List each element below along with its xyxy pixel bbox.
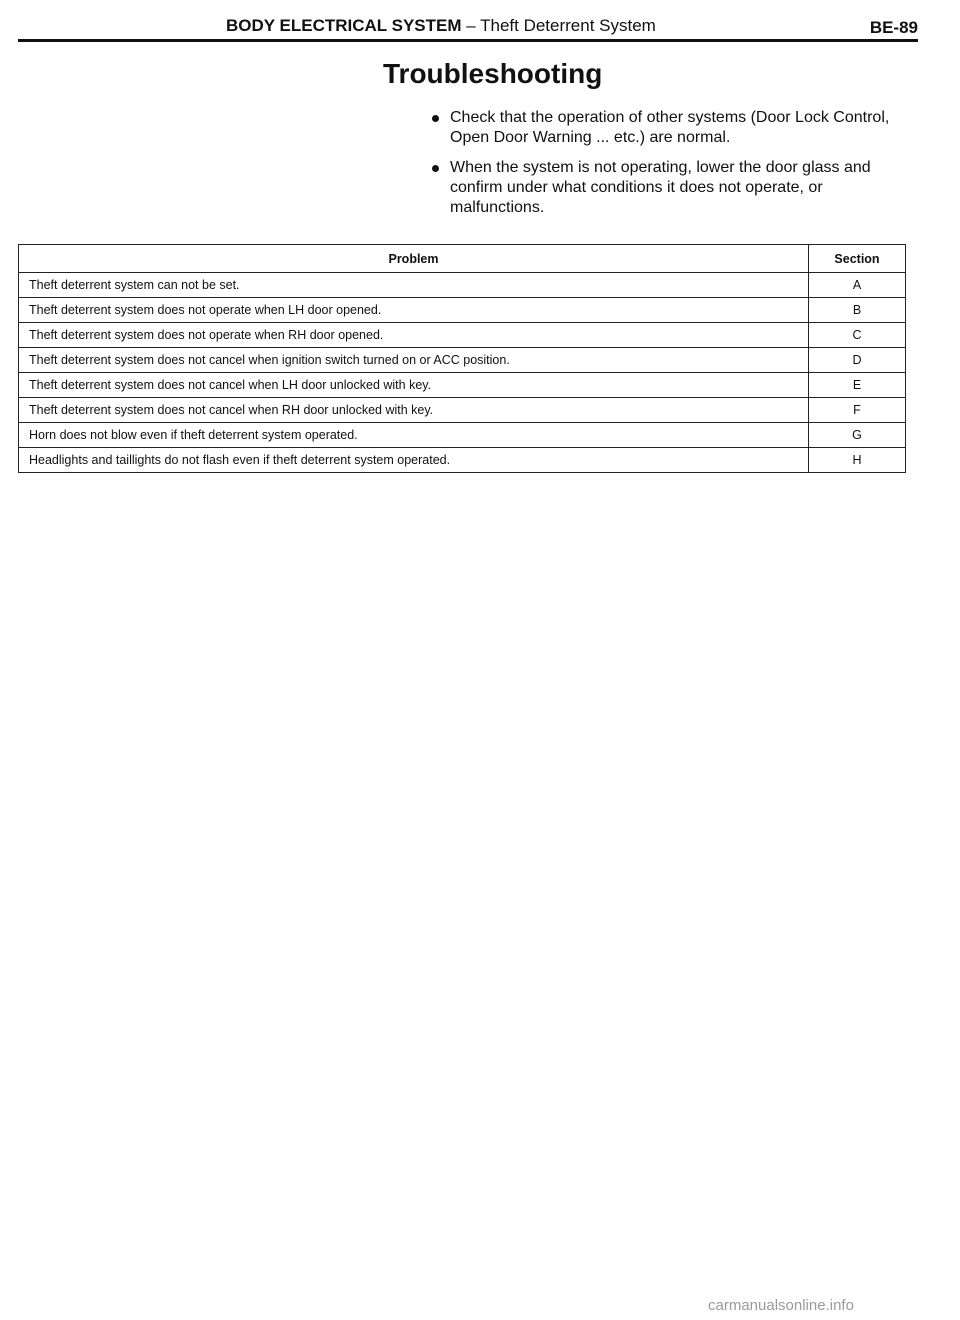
section-cell: C: [809, 323, 906, 348]
table-row: [19, 348, 906, 373]
table-row: [19, 373, 906, 398]
problem-cell: Theft deterrent system does not operate when RH door opened.: [19, 323, 809, 348]
section-title: Troubleshooting: [383, 58, 603, 89]
section-cell: A: [809, 273, 906, 298]
problem-cell: Headlights and taillights do not flash even if theft deterrent system operated.: [19, 448, 809, 473]
problem-cell: Theft deterrent system can not be set.: [19, 273, 809, 298]
section-cell: B: [809, 298, 906, 323]
problem-cell: Theft deterrent system does not cancel when LH door unlocked with key.: [19, 373, 809, 398]
table-row: [19, 423, 906, 448]
instruction-item: When the system is not operating, lower the door glass and confirm under what conditions it does not operate, or malfunctions.: [430, 158, 912, 218]
instruction-list: [430, 108, 912, 228]
page-header: [18, 14, 918, 42]
table-row: [19, 448, 906, 473]
table-header-row: [19, 245, 906, 273]
page-number: BE-89: [869, 18, 918, 37]
table-row: [19, 298, 906, 323]
section-cell: E: [809, 373, 906, 398]
table-row: [19, 398, 906, 423]
problem-cell: Theft deterrent system does not operate when LH door opened.: [19, 298, 809, 323]
header-title: [226, 16, 656, 36]
problem-column-header: Problem: [19, 245, 809, 273]
problem-cell: Horn does not blow even if theft deterrent system operated.: [19, 423, 809, 448]
troubleshooting-table: [18, 244, 906, 473]
section-column-header: Section: [809, 245, 906, 273]
table-row: [19, 273, 906, 298]
header-title-bold: BODY ELECTRICAL SYSTEM: [226, 16, 462, 35]
section-cell: H: [809, 448, 906, 473]
header-title-subtitle: – Theft Deterrent System: [461, 16, 656, 35]
instruction-item: Check that the operation of other systems (Door Lock Control, Open Door Warning ... etc.) are normal.: [430, 108, 912, 148]
section-cell: D: [809, 348, 906, 373]
header-rule: [18, 39, 918, 42]
problem-cell: Theft deterrent system does not cancel when RH door unlocked with key.: [19, 398, 809, 423]
section-cell: F: [809, 398, 906, 423]
section-cell: G: [809, 423, 906, 448]
problem-cell: Theft deterrent system does not cancel when ignition switch turned on or ACC position.: [19, 348, 809, 373]
table-row: [19, 323, 906, 348]
watermark: carmanualsonline.info: [708, 1297, 854, 1314]
